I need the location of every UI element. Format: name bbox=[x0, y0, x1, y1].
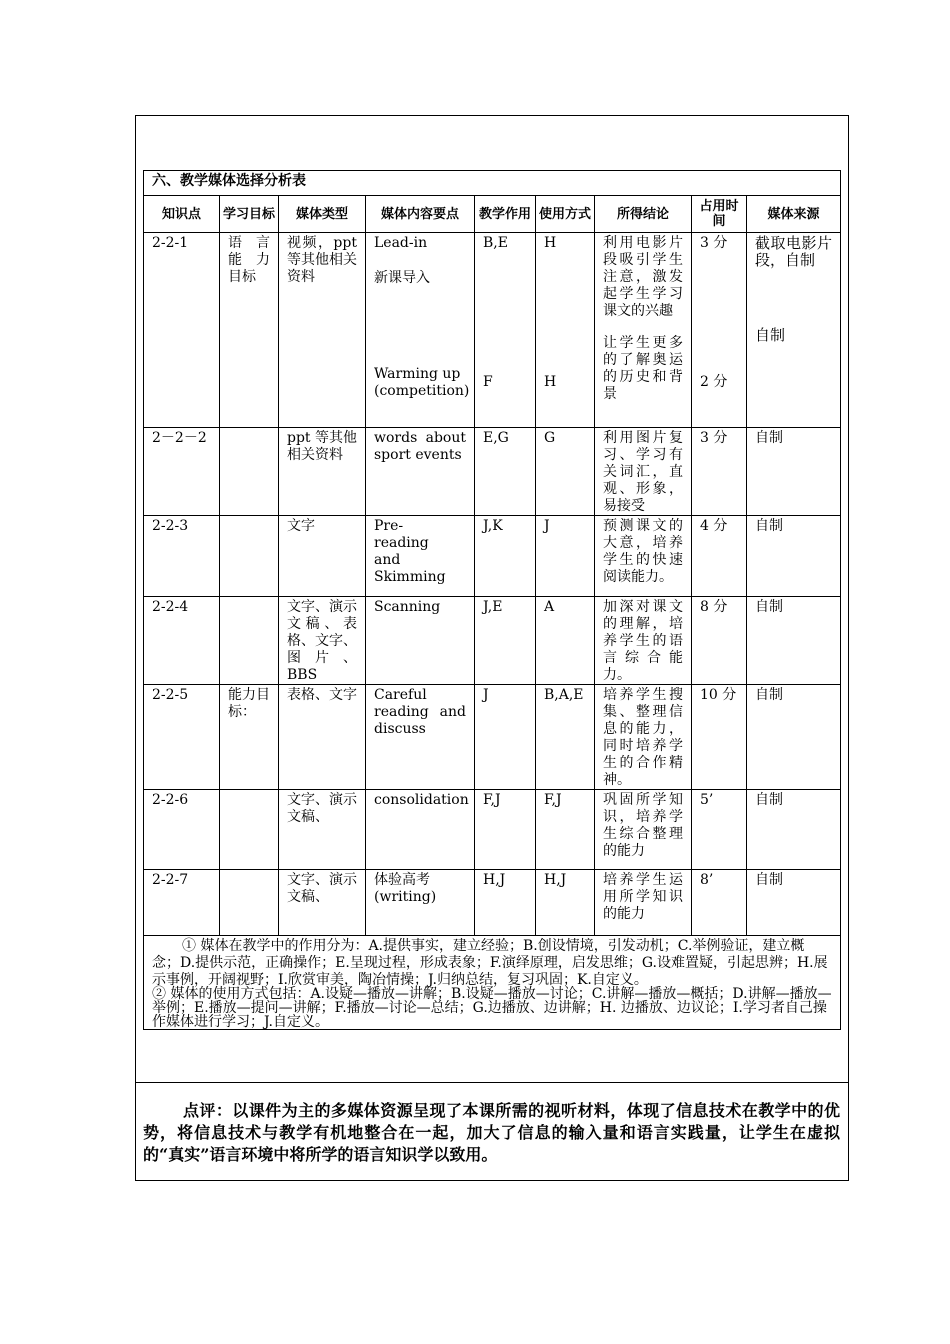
cell-usage bbox=[536, 233, 595, 428]
cell-goal: 语 言 能 力目标 bbox=[220, 233, 279, 428]
cell-usage: G bbox=[536, 428, 595, 516]
header-media-content: 媒体内容要点 bbox=[366, 196, 475, 233]
cell-role bbox=[475, 233, 536, 428]
cell-content bbox=[366, 516, 475, 597]
cell-content: Careful reading and discuss bbox=[366, 685, 475, 790]
cell-point: 2-2-4 bbox=[144, 597, 220, 685]
header-usage-mode: 使用方式 bbox=[536, 196, 595, 233]
cell-goal bbox=[220, 790, 279, 870]
cell-role: J,K bbox=[475, 516, 536, 597]
time-a: 3 分 bbox=[700, 235, 728, 251]
note-usage-modes: ② 媒体的使用方式包括：A.设疑—播放—讲解；B.设疑—播放—讨论；C.讲解—播放—概括；D.讲解—播放—举例；E.播放—提问—讲解；F.播放—讨论—总结；G.边播放、边讲解；H. 边播放、边议论；I.学习者自己操作媒体进行学习；J.自定义。 bbox=[152, 986, 832, 1030]
cell-time: 5’ bbox=[692, 790, 747, 870]
cell-point: 2-2-7 bbox=[144, 870, 220, 936]
cell-content: consolidation bbox=[366, 790, 475, 870]
cell-goal bbox=[220, 516, 279, 597]
table-row bbox=[144, 870, 841, 936]
cell-role: E,G bbox=[475, 428, 536, 516]
cell-time: 8’ bbox=[692, 870, 747, 936]
content-lead-in: Lead-in bbox=[374, 235, 428, 251]
conclusion-a: 利用电影片段吸引学生注意，激发起学生学习课文的兴趣 bbox=[603, 235, 683, 319]
cell-goal: 能力目标： bbox=[220, 685, 279, 790]
header-conclusion: 所得结论 bbox=[595, 196, 692, 233]
comment-text: 点评：以课件为主的多媒体资源呈现了本课所需的视听材料，体现了信息技术在教学中的优势，将信息技术与教学有机地整合在一起，加大了信息的输入量和语言实践量，让学生在虚拟的“真实”语言环境中将所学的语言知识学以致用。 bbox=[143, 1101, 840, 1164]
cell-conclusion: 利用图片复习、学习有关词汇，直观、形象，易接受 bbox=[595, 428, 692, 516]
cell-role: J bbox=[475, 685, 536, 790]
cell-role: H,J bbox=[475, 870, 536, 936]
table-row bbox=[144, 428, 841, 516]
cell-conclusion: 巩固所学知识，培养学生综合整理的能力 bbox=[595, 790, 692, 870]
cell-conclusion: 加深对课文的理解，培养学生的语言综合能力。 bbox=[595, 597, 692, 685]
content-text: Pre-reading and Skimming bbox=[374, 518, 446, 585]
header-time: 占用时间 bbox=[692, 196, 747, 233]
notes-cell bbox=[144, 936, 841, 1030]
content-new-lesson: 新课导入 bbox=[374, 270, 430, 286]
table-row bbox=[144, 233, 841, 428]
cell-goal bbox=[220, 597, 279, 685]
cell-usage: H,J bbox=[536, 870, 595, 936]
cell-type: 文字、演示文稿、 bbox=[279, 790, 366, 870]
time-b: 2 分 bbox=[700, 374, 728, 390]
cell-source: 自制 bbox=[747, 870, 841, 936]
cell-point: 2-2-3 bbox=[144, 516, 220, 597]
table-row bbox=[144, 597, 841, 685]
cell-role: F,J bbox=[475, 790, 536, 870]
cell-conclusion: 预测课文的大意，培养学生的快速阅读能力。 bbox=[595, 516, 692, 597]
table-row bbox=[144, 790, 841, 870]
cell-time: 3 分 bbox=[692, 428, 747, 516]
cell-type: 文字、演示文稿、 bbox=[279, 870, 366, 936]
cell-usage: A bbox=[536, 597, 595, 685]
cell-type: 文字、演示文稿、表格、文字、图片、BBS bbox=[279, 597, 366, 685]
header-media-source: 媒体来源 bbox=[747, 196, 841, 233]
cell-content bbox=[366, 233, 475, 428]
cell-source: 自制 bbox=[747, 597, 841, 685]
role-a: B,E bbox=[483, 235, 508, 251]
cell-conclusion: 培养学生运用所学知识的能力 bbox=[595, 870, 692, 936]
table-row bbox=[144, 516, 841, 597]
header-learning-goal: 学习目标 bbox=[220, 196, 279, 233]
cell-goal bbox=[220, 428, 279, 516]
cell-source: 自制 bbox=[747, 685, 841, 790]
cell-content: words about sport events bbox=[366, 428, 475, 516]
cell-time bbox=[692, 233, 747, 428]
cell-type: 文字 bbox=[279, 516, 366, 597]
cell-type: 表格、文字 bbox=[279, 685, 366, 790]
table-title: 六、教学媒体选择分析表 bbox=[144, 171, 841, 196]
cell-source: 自制 bbox=[747, 428, 841, 516]
notes-row bbox=[144, 936, 841, 1030]
cell-type: ppt 等其他相关资料 bbox=[279, 428, 366, 516]
cell-point: 2－2－2 bbox=[144, 428, 220, 516]
cell-role: J,E bbox=[475, 597, 536, 685]
cell-goal bbox=[220, 870, 279, 936]
section-divider bbox=[135, 1082, 849, 1083]
cell-usage: F,J bbox=[536, 790, 595, 870]
header-teaching-role: 教学作用 bbox=[475, 196, 536, 233]
table-header-row bbox=[144, 196, 841, 233]
cell-point: 2-2-5 bbox=[144, 685, 220, 790]
source-a: 截取电影片段，自制 bbox=[755, 234, 832, 269]
header-media-type: 媒体类型 bbox=[279, 196, 366, 233]
cell-content: 体验高考 (writing) bbox=[366, 870, 475, 936]
cell-time: 8 分 bbox=[692, 597, 747, 685]
media-analysis-table bbox=[143, 170, 841, 1030]
content-warming-up: Warming up (competition) bbox=[374, 366, 470, 399]
cell-type: 视频，ppt 等其他相关资料 bbox=[279, 233, 366, 428]
note-media-roles: ① 媒体在教学中的作用分为：A.提供事实，建立经验；B.创设情境，引发动机；C.举例验证，建立概念；D.提供示范，正确操作；E.呈现过程，形成表象；F.演绎原理，启发思维；G.设难置疑，引起思辨；H.展示事例，开阔视野；I.欣赏审美，陶冶情操；J.归纳总结，复习巩固；K.自定义。 bbox=[152, 938, 828, 988]
cell-point: 2-2-6 bbox=[144, 790, 220, 870]
table-row bbox=[144, 685, 841, 790]
cell-usage: B,A,E bbox=[536, 685, 595, 790]
usage-a: H bbox=[544, 235, 557, 251]
cell-conclusion: 培养学生搜集、整理信息的能力，同时培养学生的合作精神。 bbox=[595, 685, 692, 790]
cell-source bbox=[747, 233, 841, 428]
cell-source: 自制 bbox=[747, 790, 841, 870]
cell-conclusion bbox=[595, 233, 692, 428]
cell-point: 2-2-1 bbox=[144, 233, 220, 428]
cell-source: 自制 bbox=[747, 516, 841, 597]
source-b: 自制 bbox=[755, 326, 786, 344]
cell-content: Scanning bbox=[366, 597, 475, 685]
usage-b: H bbox=[544, 374, 557, 390]
role-b: F bbox=[483, 374, 493, 390]
comment-paragraph bbox=[143, 1100, 840, 1166]
cell-time: 10 分 bbox=[692, 685, 747, 790]
conclusion-b: 让学生更多的了解奥运的历史和背景 bbox=[603, 335, 683, 402]
cell-usage: J bbox=[536, 516, 595, 597]
cell-time: 4 分 bbox=[692, 516, 747, 597]
header-knowledge-point: 知识点 bbox=[144, 196, 220, 233]
